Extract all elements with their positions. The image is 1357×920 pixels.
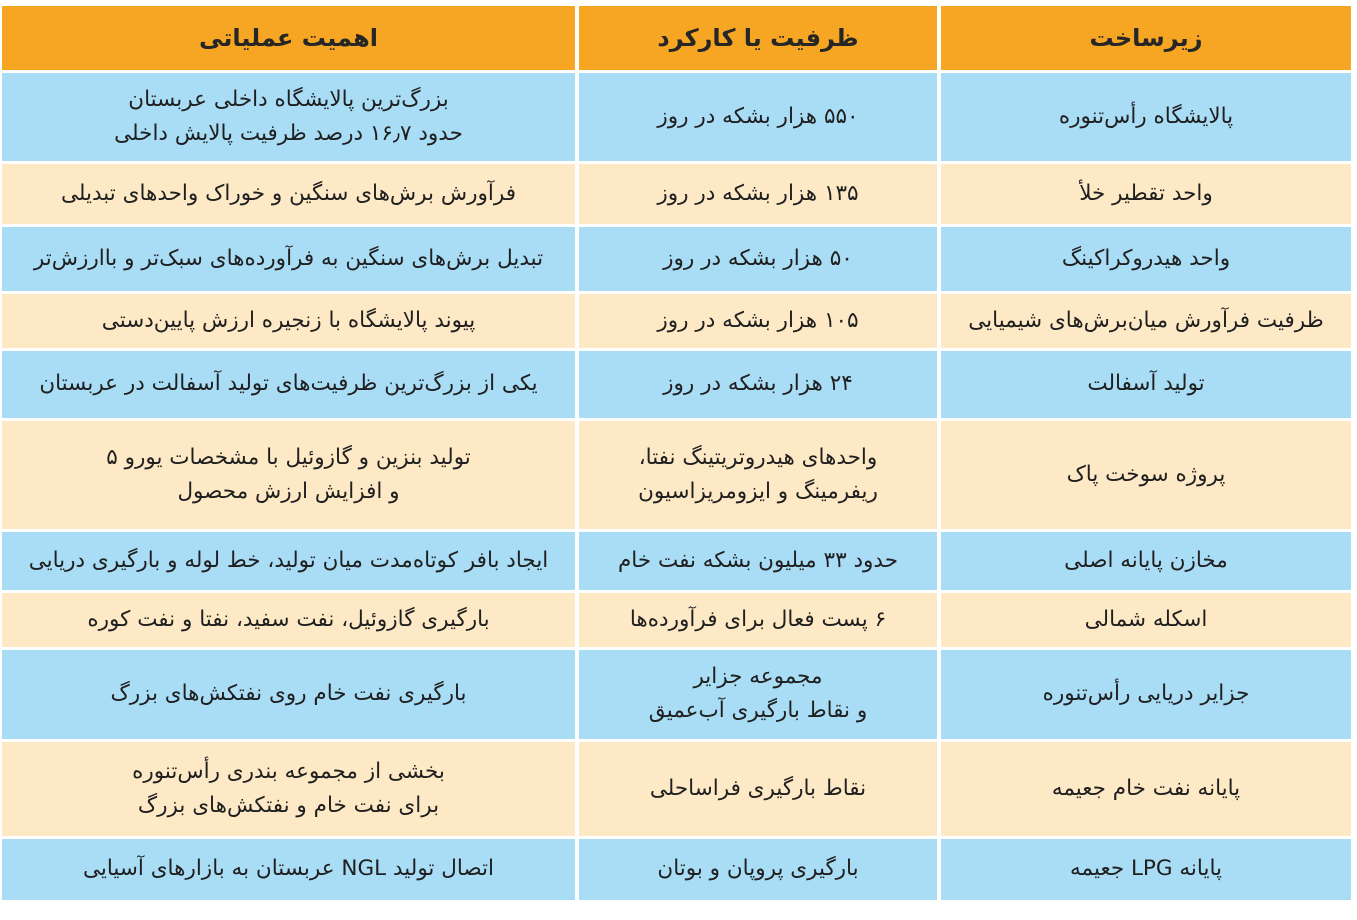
- cell-capacity: حدود ۳۳ میلیون بشکه نفت خام: [579, 532, 937, 590]
- cell-infrastructure: پایانه LPG جعیمه: [941, 839, 1351, 900]
- cell-capacity: بارگیری پروپان و بوتان: [579, 839, 937, 900]
- table-header-row: [2, 6, 1351, 70]
- cell-importance: بزرگ‌ترین پالایشگاه داخلی عربستان حدود ۱۶٫۷ درصد ظرفیت پالایش داخلی: [2, 73, 575, 161]
- cell-capacity: واحدهای هیدروتریتینگ نفتا، ریفرمینگ و ایزومریزاسیون: [579, 421, 937, 529]
- cell-capacity: مجموعه جزایر و نقاط بارگیری آب‌عمیق: [579, 650, 937, 739]
- cell-importance: فرآورش برش‌های سنگین و خوراک واحدهای تبدیلی: [2, 164, 575, 223]
- cell-infrastructure: تولید آسفالت: [941, 351, 1351, 419]
- cell-infrastructure: مخازن پایانه اصلی: [941, 532, 1351, 590]
- cell-capacity: ۵۰ هزار بشکه در روز: [579, 227, 937, 292]
- cell-infrastructure: واحد تقطیر خلأ: [941, 164, 1351, 223]
- header-importance: اهمیت عملیاتی: [2, 6, 575, 70]
- table-row: [2, 294, 1351, 347]
- cell-infrastructure: پالایشگاه رأس‌تنوره: [941, 73, 1351, 161]
- cell-importance: بارگیری نفت خام روی نفتکش‌های بزرگ: [2, 650, 575, 739]
- cell-capacity: ۱۰۵ هزار بشکه در روز: [579, 294, 937, 347]
- cell-infrastructure: اسکله شمالی: [941, 593, 1351, 646]
- cell-infrastructure: ظرفیت فرآورش میان‌برش‌های شیمیایی: [941, 294, 1351, 347]
- table-row: [2, 227, 1351, 292]
- cell-infrastructure: واحد هیدروکراکینگ: [941, 227, 1351, 292]
- cell-importance: تولید بنزین و گازوئیل با مشخصات یورو ۵ و افزایش ارزش محصول: [2, 421, 575, 529]
- table-row: [2, 650, 1351, 739]
- table-row: [2, 532, 1351, 590]
- table-row: [2, 421, 1351, 529]
- cell-importance: یکی از بزرگ‌ترین ظرفیت‌های تولید آسفالت در عربستان: [2, 351, 575, 419]
- table-row: [2, 839, 1351, 900]
- cell-importance: ایجاد بافر کوتاه‌مدت میان تولید، خط لوله و بارگیری دریایی: [2, 532, 575, 590]
- cell-importance: تبدیل برش‌های سنگین به فرآورده‌های سبک‌تر و باارزش‌تر: [2, 227, 575, 292]
- infrastructure-table: [0, 3, 1355, 903]
- table-row: [2, 742, 1351, 836]
- cell-capacity: ۵۵۰ هزار بشکه در روز: [579, 73, 937, 161]
- cell-infrastructure: جزایر دریایی رأس‌تنوره: [941, 650, 1351, 739]
- cell-infrastructure: پروژه سوخت پاک: [941, 421, 1351, 529]
- header-infrastructure: زیرساخت: [941, 6, 1351, 70]
- cell-importance: بارگیری گازوئیل، نفت سفید، نفتا و نفت کوره: [2, 593, 575, 646]
- cell-capacity: نقاط بارگیری فراساحلی: [579, 742, 937, 836]
- cell-importance: پیوند پالایشگاه با زنجیره ارزش پایین‌دستی: [2, 294, 575, 347]
- cell-capacity: ۲۴ هزار بشکه در روز: [579, 351, 937, 419]
- header-capacity: ظرفیت یا کارکرد: [579, 6, 937, 70]
- table-row: [2, 351, 1351, 419]
- table-row: [2, 593, 1351, 646]
- cell-capacity: ۶ پست فعال برای فرآورده‌ها: [579, 593, 937, 646]
- cell-importance: اتصال تولید NGL عربستان به بازارهای آسیایی: [2, 839, 575, 900]
- table-row: [2, 164, 1351, 223]
- cell-capacity: ۱۳۵ هزار بشکه در روز: [579, 164, 937, 223]
- table-row: [2, 73, 1351, 161]
- cell-infrastructure: پایانه نفت خام جعیمه: [941, 742, 1351, 836]
- infrastructure-table-container: [2, 6, 1355, 906]
- cell-importance: بخشی از مجموعه بندری رأس‌تنوره برای نفت خام و نفتکش‌های بزرگ: [2, 742, 575, 836]
